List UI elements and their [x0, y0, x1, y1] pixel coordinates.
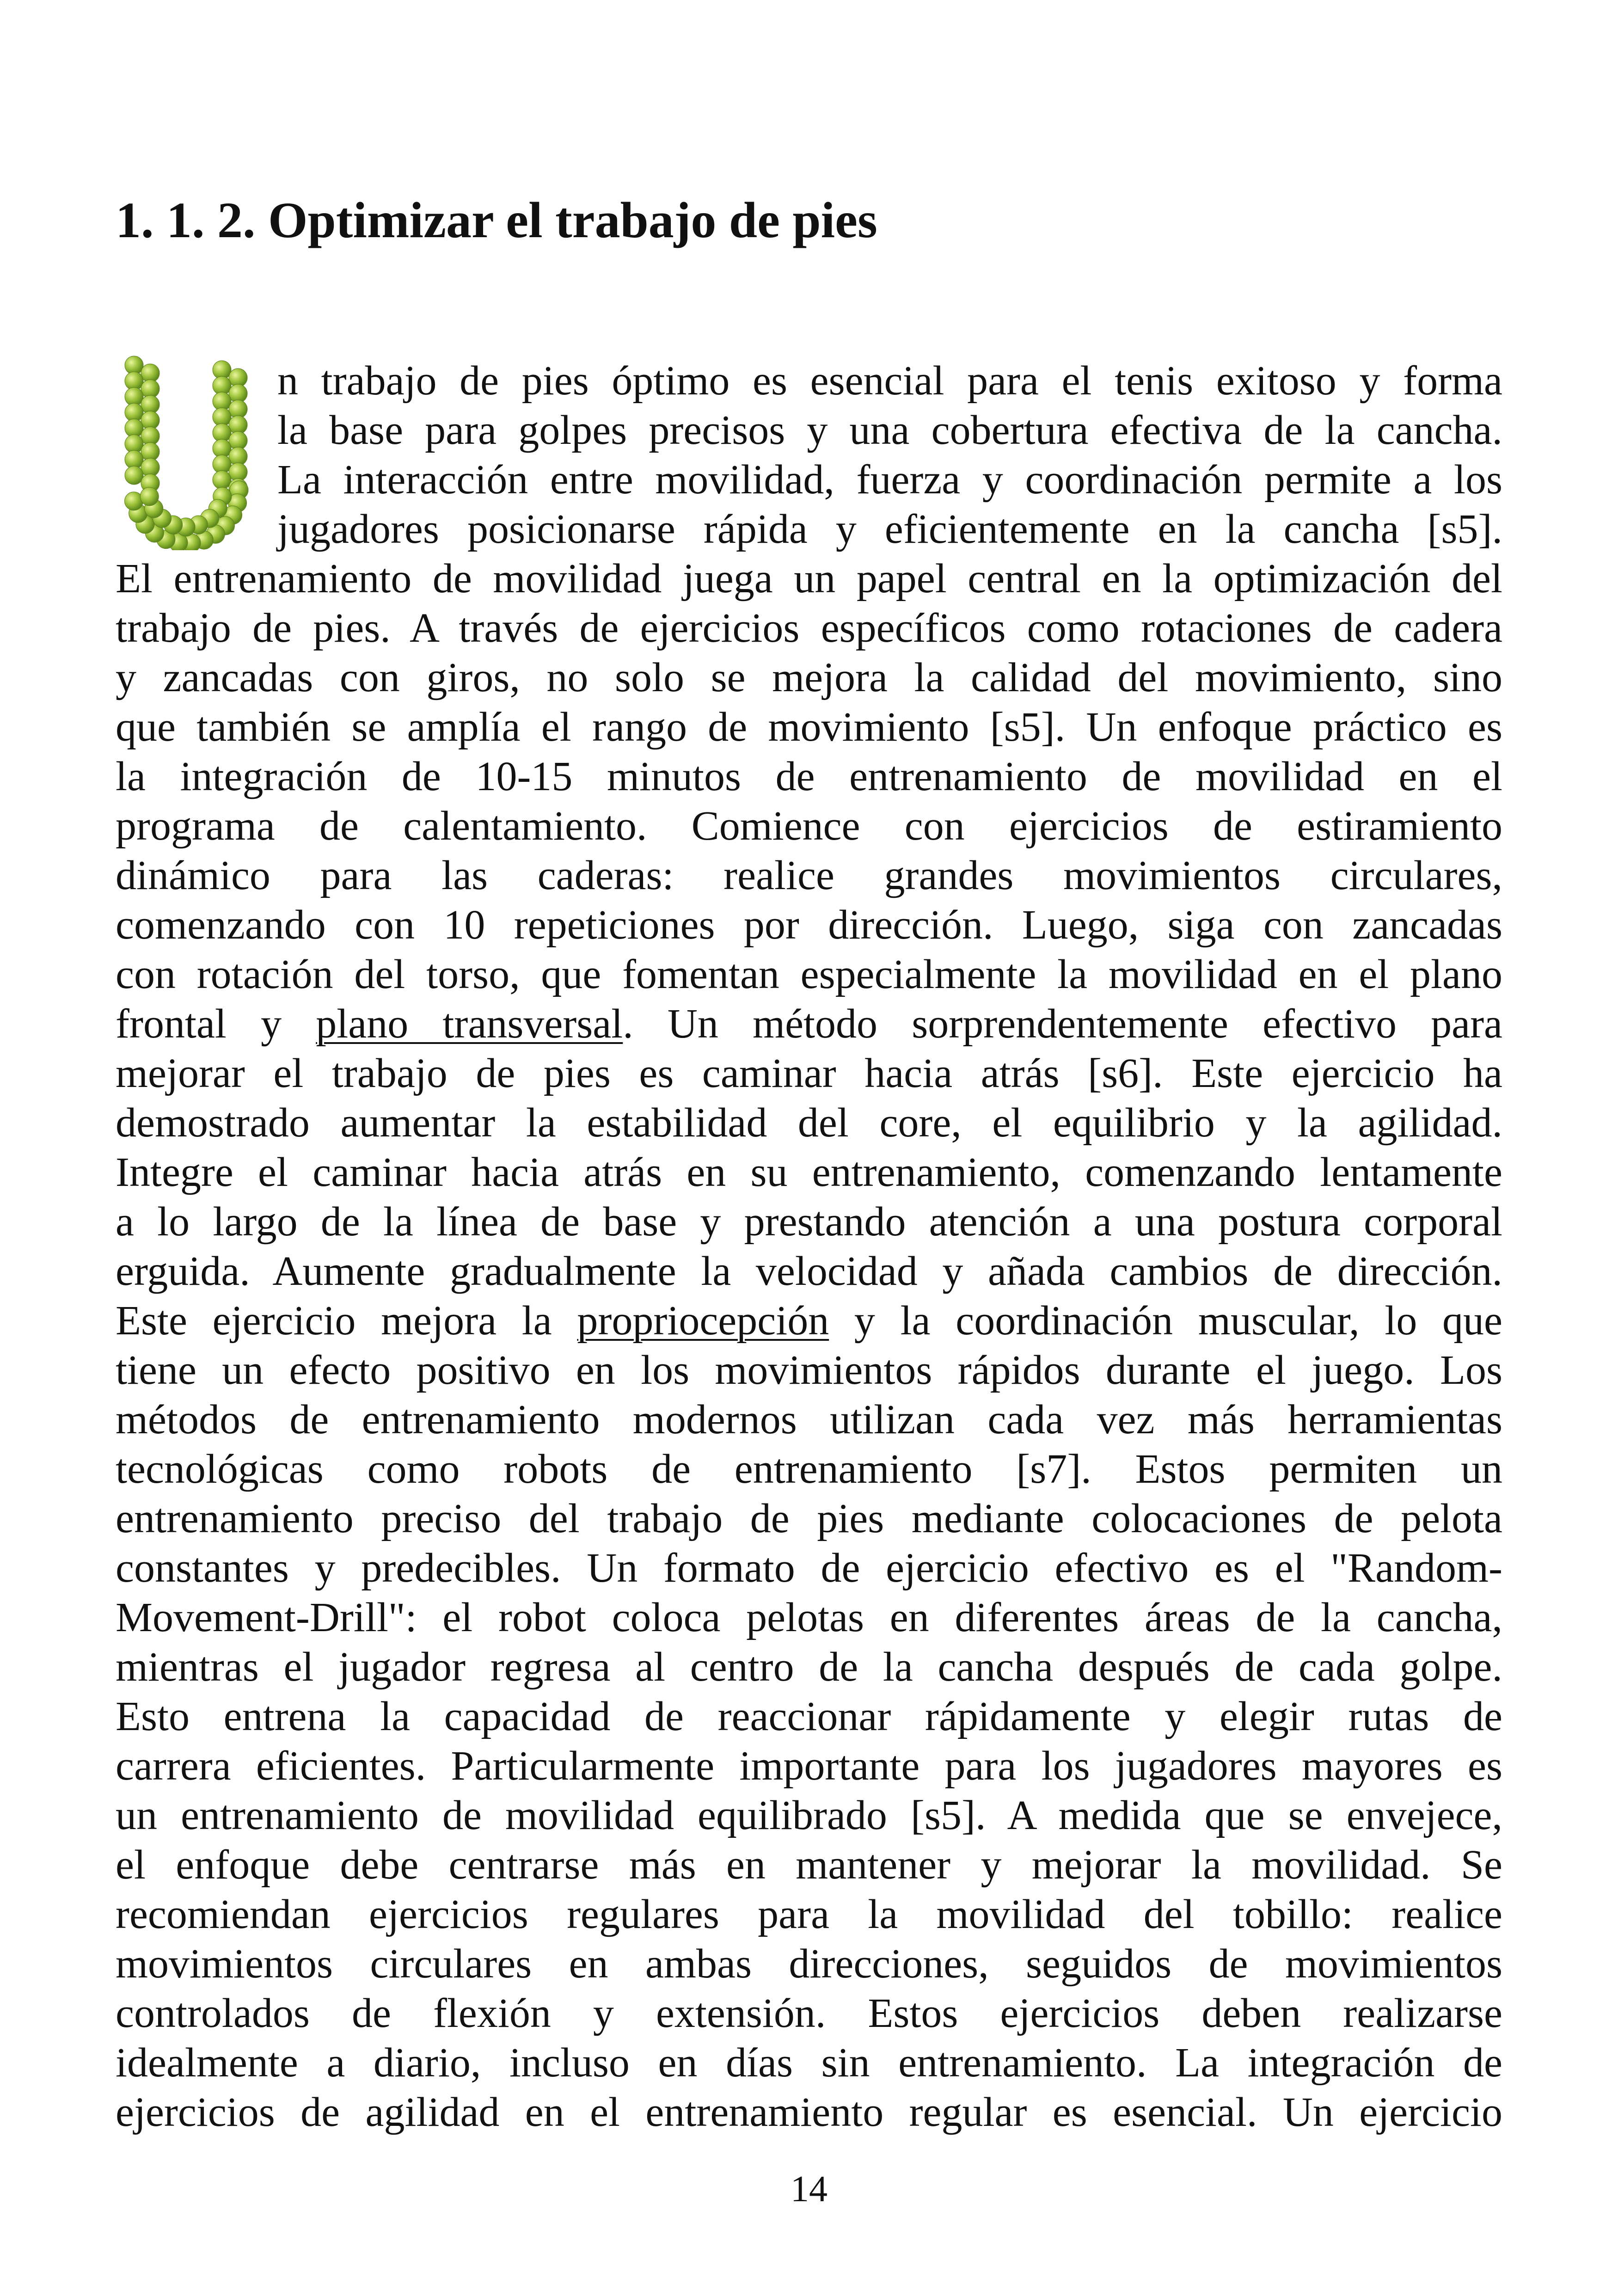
- text-line: erguida. Aumente gradualmente la velocidad y añada cambios de dirección.: [116, 1248, 1502, 1294]
- text-line: Movement-Drill": el robot coloca pelotas en diferentes áreas de la cancha,: [116, 1595, 1502, 1640]
- glossary-link[interactable]: propriocepción: [577, 1298, 829, 1344]
- page-number: 14: [791, 2169, 827, 2210]
- text-line: constantes y predecibles. Un formato de ejercicio efectivo es el "Random-: [116, 1545, 1502, 1591]
- text-line: idealmente a diario, incluso en días sin entrenamiento. La integración de: [116, 2040, 1502, 2086]
- text-line: El entrenamiento de movilidad juega un papel central en la optimización del: [116, 556, 1502, 602]
- text-line: un entrenamiento de movilidad equilibrado [s5]. A medida que se envejece,: [116, 1793, 1502, 1838]
- text-line: jugadores posicionarse rápida y eficientemente en la cancha [s5].: [277, 506, 1502, 552]
- text-line: comenzando con 10 repeticiones por dirección. Luego, siga con zancadas: [116, 902, 1502, 948]
- text-line: la base para golpes precisos y una cobertura efectiva de la cancha.: [277, 407, 1502, 453]
- text-line: entrenamiento preciso del trabajo de pies mediante colocaciones de pelota: [116, 1496, 1502, 1541]
- text-line: mientras el jugador regresa al centro de la cancha después de cada golpe.: [116, 1644, 1502, 1690]
- text-line: el enfoque debe centrarse más en mantener y mejorar la movilidad. Se: [116, 1842, 1502, 1888]
- text-line: a lo largo de la línea de base y prestando atención a una postura corporal: [116, 1199, 1502, 1245]
- text-line: la integración de 10-15 minutos de entrenamiento de movilidad en el: [116, 754, 1502, 799]
- text-line: métodos de entrenamiento modernos utilizan cada vez más herramientas: [116, 1397, 1502, 1443]
- text-line: con rotación del torso, que fomentan especialmente la movilidad en el plano: [116, 952, 1502, 997]
- text-line: Esto entrena la capacidad de reaccionar rápidamente y elegir rutas de: [116, 1694, 1502, 1739]
- text-line: tiene un efecto positivo en los movimientos rápidos durante el juego. Los: [116, 1347, 1502, 1393]
- text-line: que también se amplía el rango de movimiento [s5]. Un enfoque práctico es: [116, 704, 1502, 750]
- text-segment: . Un método sorprendentemente efectivo para: [623, 1001, 1502, 1047]
- text-line: controlados de flexión y extensión. Estos ejercicios deben realizarse: [116, 1990, 1502, 2036]
- text-line: programa de calentamiento. Comience con ejercicios de estiramiento: [116, 803, 1502, 849]
- body-paragraph: [116, 356, 1502, 2137]
- text-line: n trabajo de pies óptimo es esencial para el tenis exitoso y forma: [277, 358, 1502, 404]
- text-line: ejercicios de agilidad en el entrenamiento regular es esencial. Un ejercicio: [116, 2089, 1502, 2135]
- text-line: demostrado aumentar la estabilidad del core, el equilibrio y la agilidad.: [116, 1100, 1502, 1146]
- text-segment: Este ejercicio mejora la: [116, 1298, 577, 1344]
- section-heading: 1. 1. 2. Optimizar el trabajo de pies: [116, 192, 877, 248]
- text-line: carrera eficientes. Particularmente importante para los jugadores mayores es: [116, 1743, 1502, 1789]
- text-line: [116, 1296, 1502, 1345]
- text-line: Integre el caminar hacia atrás en su entrenamiento, comenzando lentamente: [116, 1149, 1502, 1195]
- text-line: recomiendan ejercicios regulares para la movilidad del tobillo: realice: [116, 1891, 1502, 1937]
- text-line: mejorar el trabajo de pies es caminar hacia atrás [s6]. Este ejercicio ha: [116, 1050, 1502, 1096]
- text-line: tecnológicas como robots de entrenamiento [s7]. Estos permiten un: [116, 1446, 1502, 1492]
- text-line: trabajo de pies. A través de ejercicios específicos como rotaciones de cadera: [116, 605, 1502, 651]
- text-line: dinámico para las caderas: realice grandes movimientos circulares,: [116, 853, 1502, 898]
- text-line: y zancadas con giros, no solo se mejora la calidad del movimiento, sino: [116, 655, 1502, 700]
- text-segment: y la coordinación muscular, lo que: [829, 1298, 1503, 1344]
- text-line: [116, 999, 1502, 1049]
- glossary-link[interactable]: plano transversal: [316, 1001, 623, 1047]
- text-line: movimientos circulares en ambas direcciones, seguidos de movimientos: [116, 1941, 1502, 1987]
- text-segment: frontal y: [116, 1001, 316, 1047]
- text-line: La interacción entre movilidad, fuerza y coordinación permite a los: [277, 457, 1502, 503]
